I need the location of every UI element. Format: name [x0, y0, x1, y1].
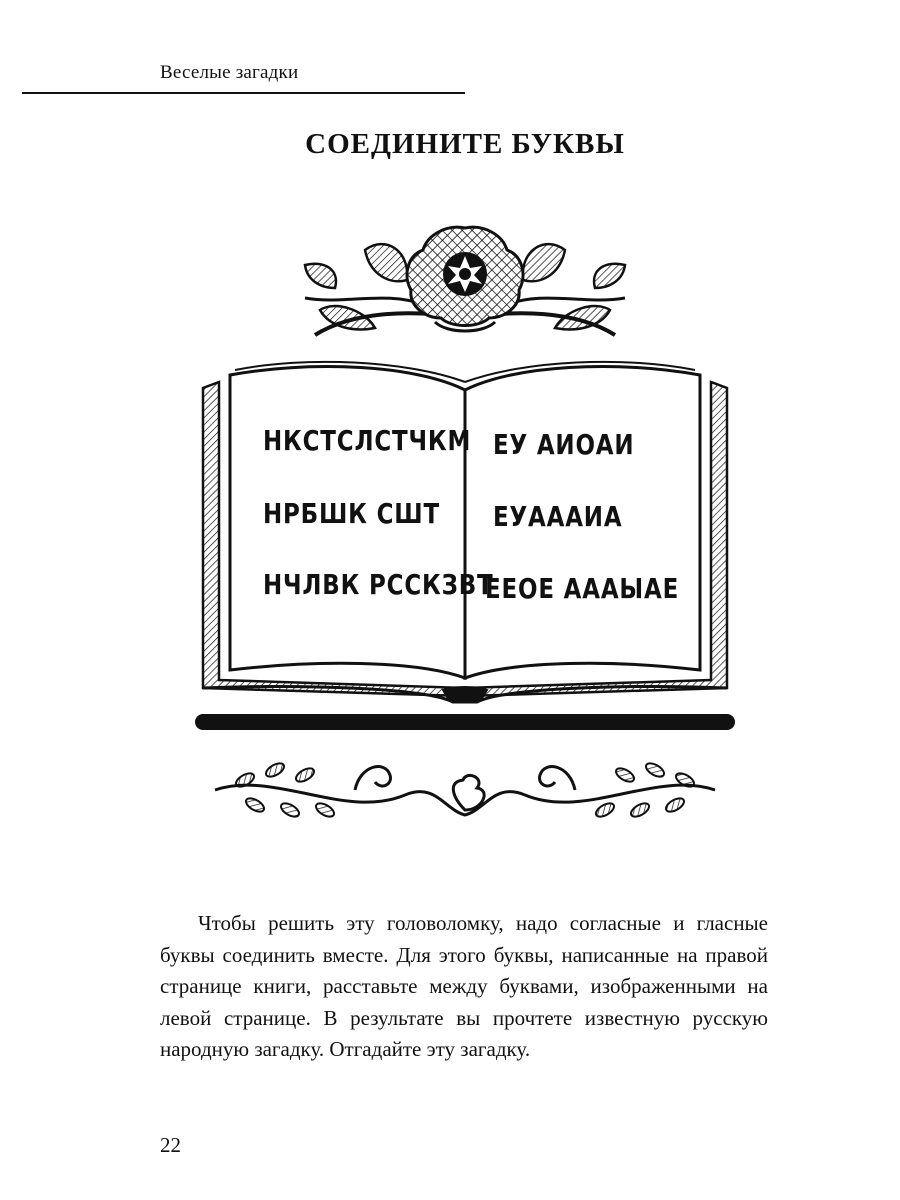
running-head: Веселые загадки	[160, 62, 299, 83]
page-number: 22	[160, 1133, 181, 1157]
illustration	[185, 210, 745, 850]
right-page-line-3: ЕЕОЕ АААЫАЕ	[485, 572, 680, 605]
floral-ornament-icon	[305, 227, 625, 335]
running-head-rule	[22, 92, 465, 94]
left-page-line-3: НЧЛВК РССКЗВТ	[263, 568, 494, 601]
right-page-line-2: ЕУАААИА	[493, 500, 623, 533]
body-text	[160, 908, 768, 1066]
vine-ornament-icon	[215, 761, 715, 820]
open-book-icon	[195, 362, 735, 730]
left-page-line-1: НКСТСЛСТЧКМ	[263, 424, 472, 457]
left-page-line-2: НРБШК СШТ	[263, 497, 440, 530]
page-title: СОЕДИНИТЕ БУКВЫ	[305, 128, 625, 160]
body-paragraph: Чтобы решить эту головоломку, надо согласные и гласные буквы соединить вместе. Для этого буквы, написанные на правой странице книги, расставьте между буквами, изображенными на левой странице. В результате вы прочтете известную русскую народную загадку. Отгадайте эту загадку.	[160, 911, 768, 1061]
right-page-line-1: ЕУ АИОАИ	[493, 428, 635, 461]
